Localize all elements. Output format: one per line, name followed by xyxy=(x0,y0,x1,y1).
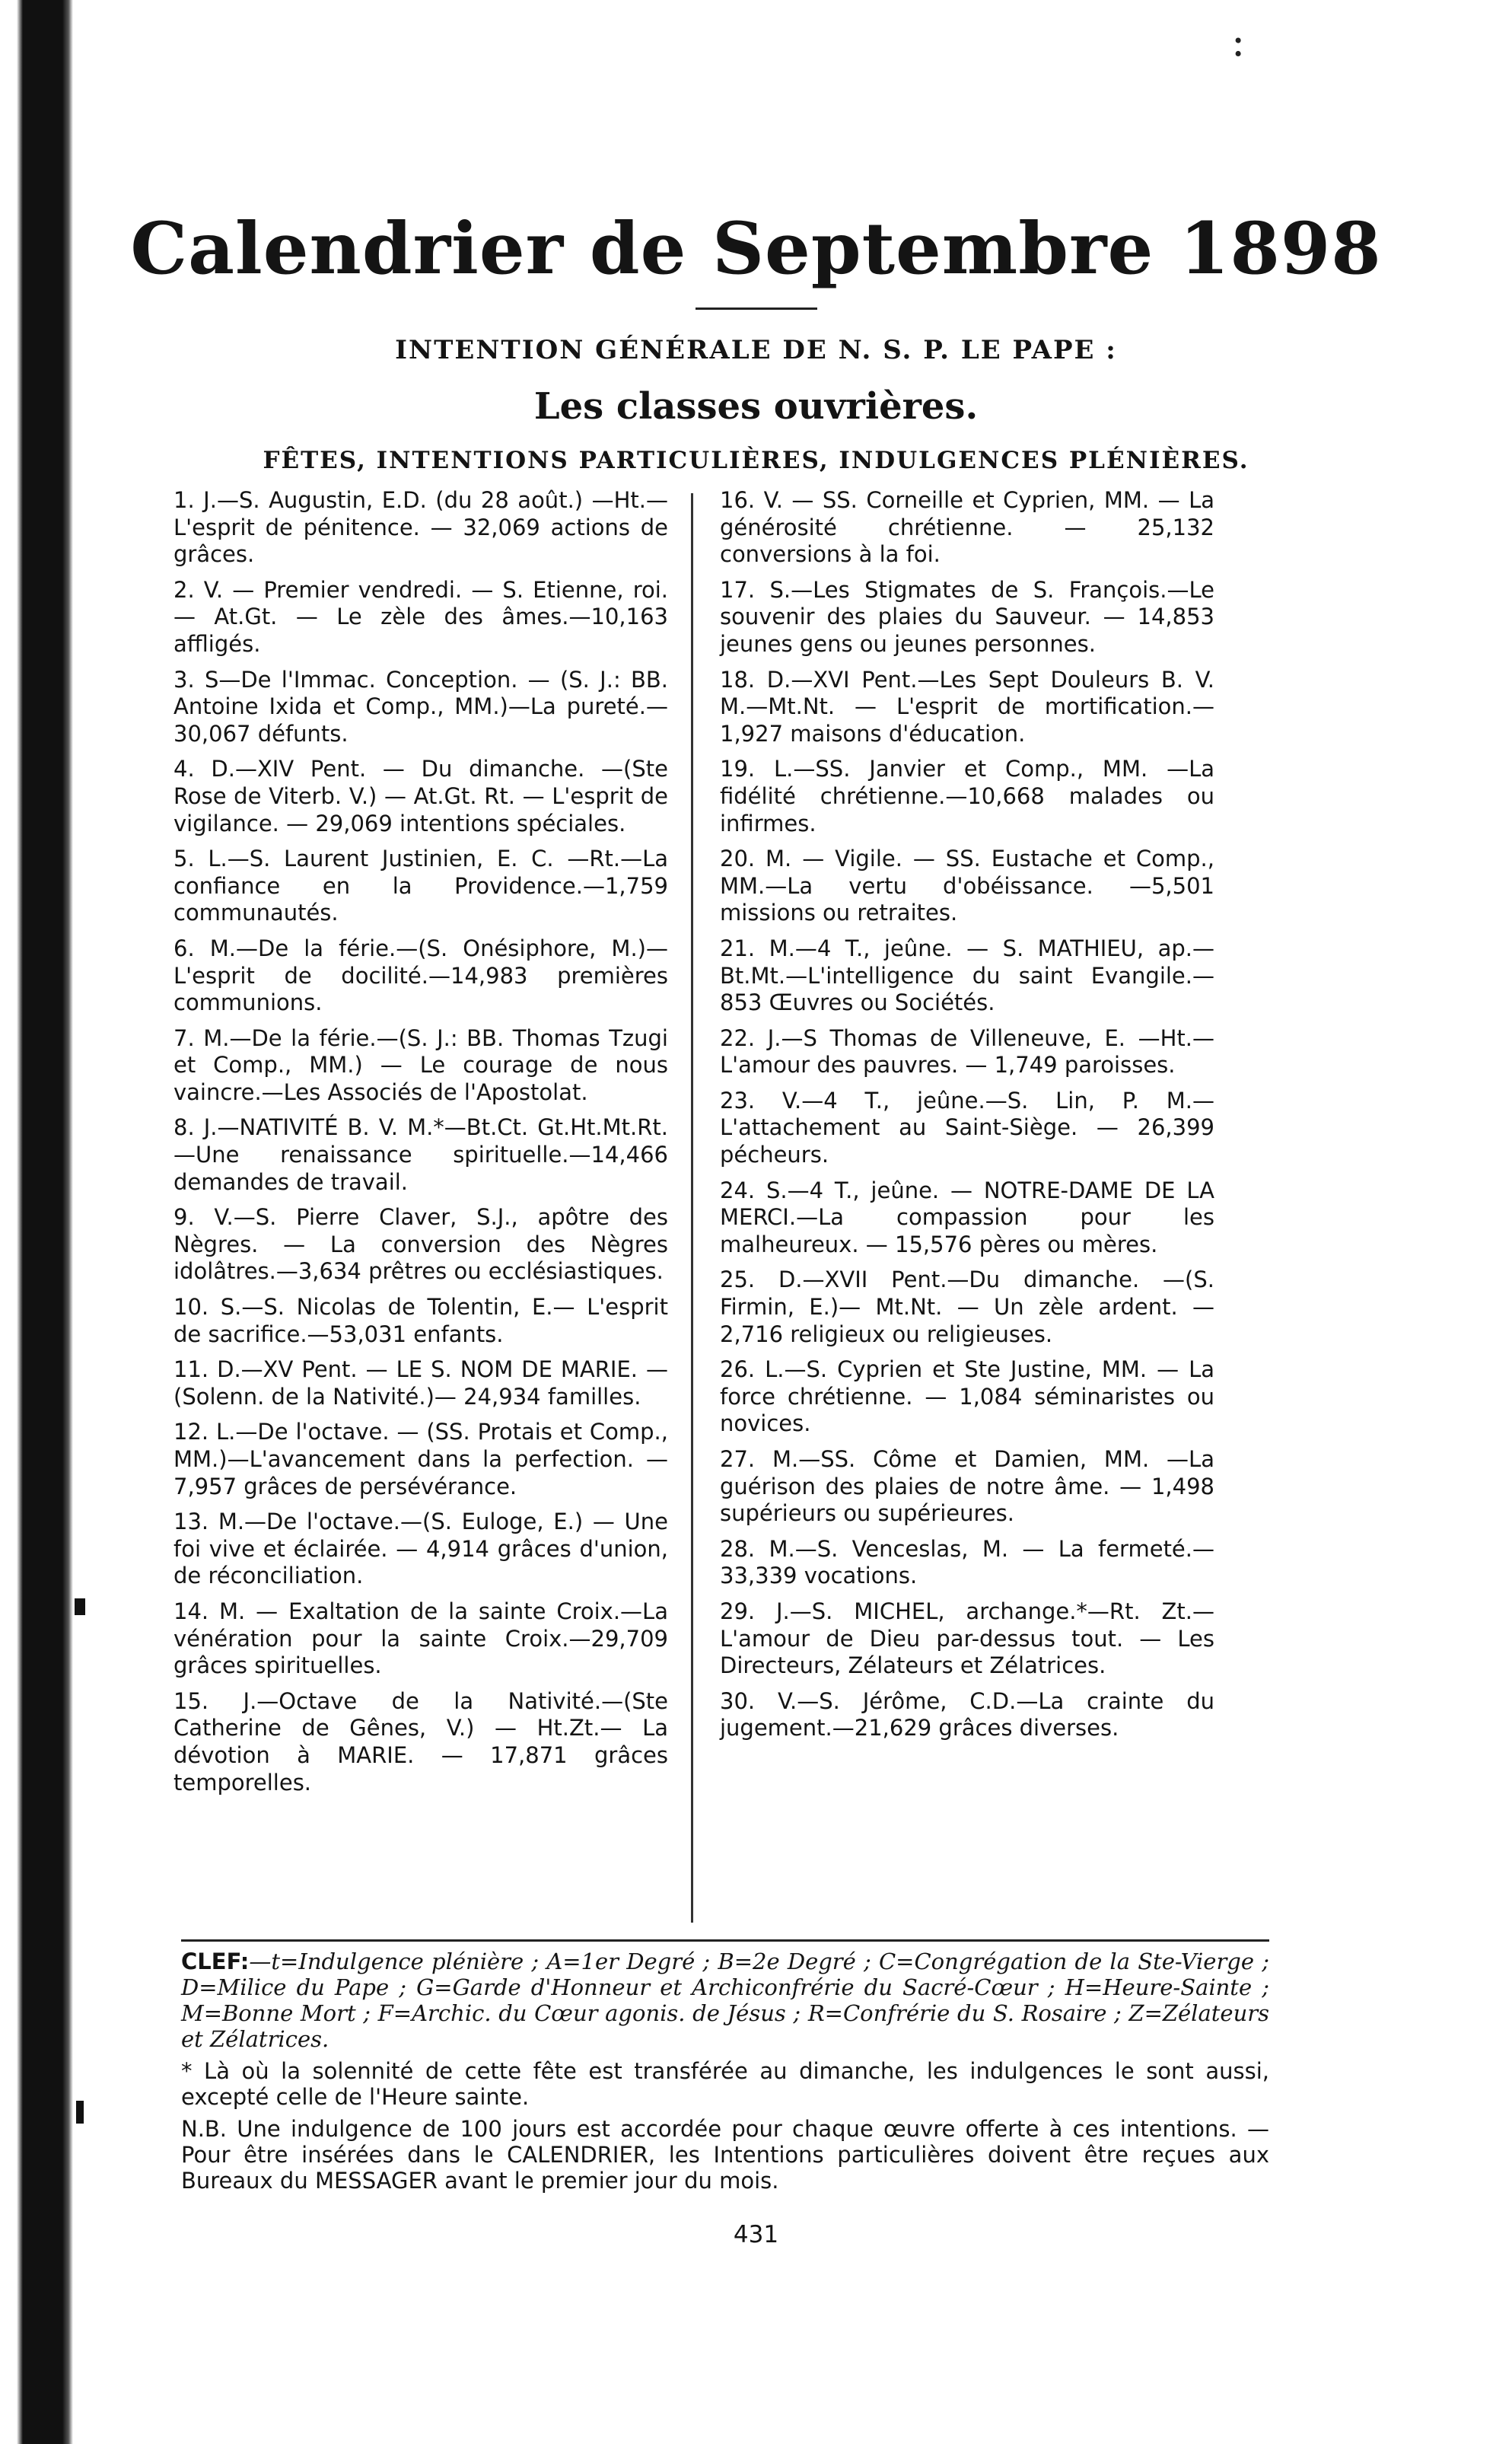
calendar-entry: 27. M.—SS. Côme et Damien, MM. —La guérison des plaies de notre âme. — 1,498 supérieurs ou supérieures. xyxy=(720,1446,1214,1527)
calendar-column-left xyxy=(173,487,668,1805)
calendar-entry: 10. S.—S. Nicolas de Tolentin, E.— L'esprit de sacrifice.—53,031 enfants. xyxy=(173,1294,668,1347)
calendar-entry: 14. M. — Exaltation de la sainte Croix.—La vénération pour la sainte Croix.—29,709 grâces spirituelles. xyxy=(173,1598,668,1679)
general-intention-theme: Les classes ouvrières. xyxy=(533,385,979,428)
footer-divider xyxy=(181,1939,1269,1942)
calendar-entry: 1. J.—S. Augustin, E.D. (du 28 août.) —Ht.—L'esprit de pénitence. — 32,069 actions de grâces. xyxy=(173,487,668,568)
calendar-entry: 2. V. — Premier vendredi. — S. Etienne, roi. — At.Gt. — Le zèle des âmes.—10,163 affligés. xyxy=(173,576,668,657)
calendar-entry: 4. D.—XIV Pent. — Du dimanche. —(Ste Rose de Viterb. V.) — At.Gt. Rt. — L'esprit de vigilance. — 29,069 intentions spéciales. xyxy=(173,756,668,836)
calendar-entry: 30. V.—S. Jérôme, C.D.—La crainte du jugement.—21,629 grâces diverses. xyxy=(720,1687,1214,1741)
calendar-entry: 3. S—De l'Immac. Conception. — (S. J.: BB. Antoine Ixida et Comp., MM.)—La pureté.—30,067 défunts. xyxy=(173,666,668,747)
calendar-entry: 20. M. — Vigile. — SS. Eustache et Comp., MM.—La vertu d'obéissance. —5,501 missions ou retraites. xyxy=(720,846,1214,926)
calendar-entry: 5. L.—S. Laurent Justinien, E. C. —Rt.—La confiance en la Providence.—1,759 communautés. xyxy=(173,846,668,926)
calendar-entry: 22. J.—S Thomas de Villeneuve, E. —Ht.—L'amour des pauvres. — 1,749 paroisses. xyxy=(720,1024,1214,1079)
calendar-entry: 23. V.—4 T., jeûne.—S. Lin, P. M.— L'attachement au Saint-Siège. — 26,399 pécheurs. xyxy=(720,1087,1214,1168)
calendar-entry: 19. L.—SS. Janvier et Comp., MM. —La fidélité chrétienne.—10,668 malades ou infirmes. xyxy=(720,756,1214,836)
calendar-entry: 28. M.—S. Venceslas, M. — La fermeté.—33,339 vocations. xyxy=(720,1535,1214,1589)
scan-speck xyxy=(76,2101,84,2124)
calendar-entry: 24. S.—4 T., jeûne. — NOTRE-DAME DE LA MERCI.—La compassion pour les malheureux. — 15,576 pères ou mères. xyxy=(720,1177,1214,1257)
calendar-entry: 16. V. — SS. Corneille et Cyprien, MM. — La générosité chrétienne. — 25,132 conversions à la foi. xyxy=(720,487,1214,568)
calendar-entry: 18. D.—XVI Pent.—Les Sept Douleurs B. V. M.—Mt.Nt. — L'esprit de mortification.—1,927 maisons d'éducation. xyxy=(720,666,1214,747)
column-divider xyxy=(691,493,693,1923)
page-number: 431 xyxy=(733,2221,779,2248)
note-nb: N.B. Une indulgence de 100 jours est accordée pour chaque œuvre offerte à ces intentions. — Pour être insérées dans le CALENDRIER, les Intentions particulières doivent être reçues aux Bureaux du MESSAGER avant le premier jour du mois. xyxy=(181,2116,1269,2194)
key-legend xyxy=(181,1949,1269,2052)
key-label: CLEF: xyxy=(181,1949,250,1974)
scan-speck xyxy=(75,1598,85,1615)
calendar-entry: 29. J.—S. MICHEL, archange.*—Rt. Zt.— L'amour de Dieu par-dessus tout. — Les Directeurs, Zélateurs et Zélatrices. xyxy=(720,1598,1214,1679)
calendar-entry: 17. S.—Les Stigmates de S. François.—Le souvenir des plaies du Sauveur. — 14,853 jeunes gens ou jeunes personnes. xyxy=(720,576,1214,657)
calendar-entry: 8. J.—NATIVITÉ B. V. M.*—Bt.Ct. Gt.Ht.Mt.Rt.—Une renaissance spirituelle.—14,466 demandes de travail. xyxy=(173,1114,668,1195)
calendar-entry: 7. M.—De la férie.—(S. J.: BB. Thomas Tzugi et Comp., MM.) — Le courage de nous vaincre.—Les Associés de l'Apostolat. xyxy=(173,1024,668,1105)
calendar-entry: 26. L.—S. Cyprien et Ste Justine, MM. — La force chrétienne. — 1,084 séminaristes ou novices. xyxy=(720,1356,1214,1437)
corner-mark: : xyxy=(1231,18,1246,65)
calendar-column-right xyxy=(720,487,1214,1751)
calendar-entry: 12. L.—De l'octave. — (SS. Protais et Comp., MM.)—L'avancement dans la perfection. — 7,957 grâces de persévérance. xyxy=(173,1419,668,1499)
calendar-entry: 9. V.—S. Pierre Claver, S.J., apôtre des Nègres. — La conversion des Nègres idolâtres.—3,634 prêtres ou ecclésiastiques. xyxy=(173,1204,668,1285)
footer-notes xyxy=(181,1949,1269,2200)
calendar-entry: 13. M.—De l'octave.—(S. Euloge, E.) — Une foi vive et éclairée. — 4,914 grâces d'union, de réconciliation. xyxy=(173,1509,668,1589)
note-asterisk: * Là où la solennité de cette fête est transférée au dimanche, les indulgences le sont aussi, excepté celle de l'Heure sainte. xyxy=(181,2058,1269,2110)
calendar-entry: 21. M.—4 T., jeûne. — S. MATHIEU, ap.—Bt.Mt.—L'intelligence du saint Evangile.—853 Œuvres ou Sociétés. xyxy=(720,935,1214,1016)
scan-binding-edge xyxy=(0,0,73,2444)
calendar-entry: 25. D.—XVII Pent.—Du dimanche. —(S. Firmin, E.)— Mt.Nt. — Un zèle ardent. — 2,716 religieux ou religieuses. xyxy=(720,1267,1214,1347)
key-text: —t=Indulgence plénière ; A=1er Degré ; B=2e Degré ; C=Congrégation de la Ste-Vierge ; D=Milice du Pape ; G=Garde d'Honneur et Archiconfrérie du Sacré-Cœur ; H=Heure-Sainte ; M=Bonne Mort ; F=Archic. du Cœur agonis. de Jésus ; R=Confrérie du S. Rosaire ; Z=Zélateurs et Zélatrices. xyxy=(181,1949,1269,2052)
calendar-entry: 11. D.—XV Pent. — LE S. NOM DE MARIE. — (Solenn. de la Nativité.)— 24,934 familles. xyxy=(173,1356,668,1410)
calendar-entry: 6. M.—De la férie.—(S. Onésiphore, M.)—L'esprit de docilité.—14,983 premières communions. xyxy=(173,935,668,1016)
calendar-entry: 15. J.—Octave de la Nativité.—(Ste Catherine de Gênes, V.) — Ht.Zt.— La dévotion à MARIE. — 17,871 grâces temporelles. xyxy=(173,1687,668,1796)
page-title: Calendrier de Septembre 1898 xyxy=(130,207,1382,291)
general-intention-heading: INTENTION GÉNÉRALE DE N. S. P. LE PAPE : xyxy=(395,335,1117,365)
section-heading: FÊTES, INTENTIONS PARTICULIÈRES, INDULGENCES PLÉNIÈRES. xyxy=(263,447,1249,474)
title-divider xyxy=(696,307,817,310)
